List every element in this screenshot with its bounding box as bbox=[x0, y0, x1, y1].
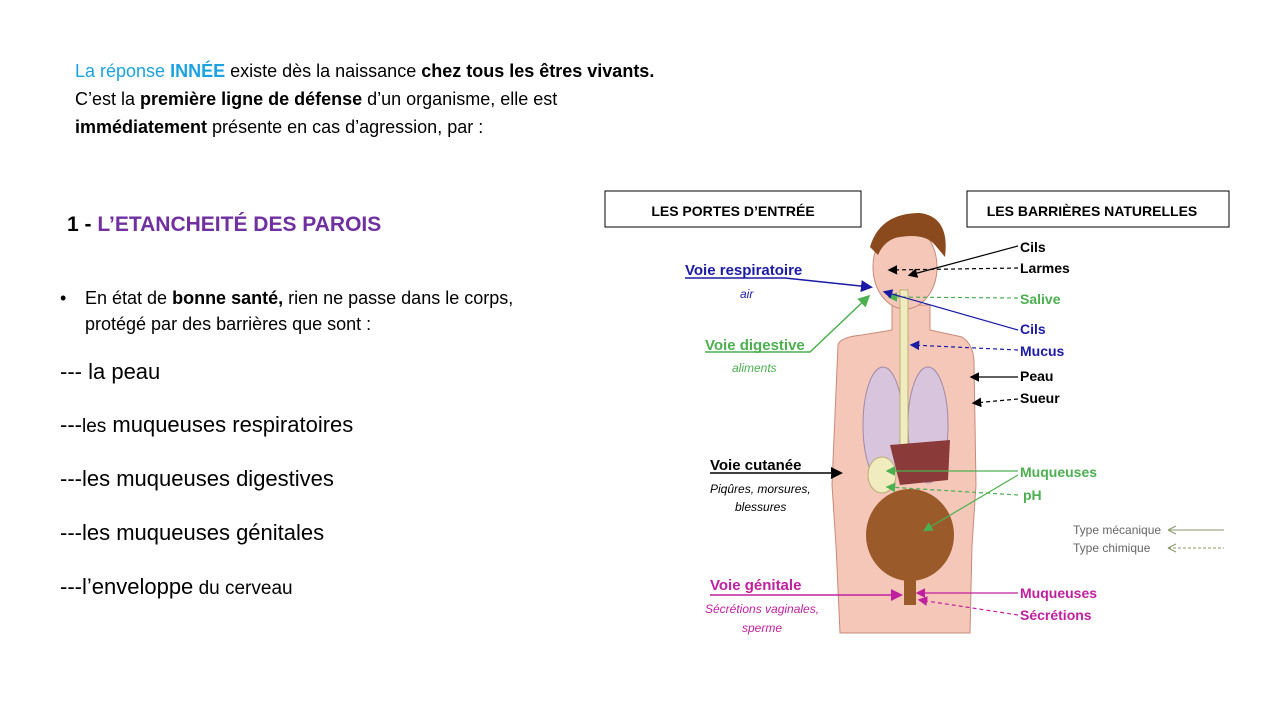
legend-mecanique: Type mécanique bbox=[1073, 523, 1162, 537]
item-text: la peau bbox=[81, 359, 161, 384]
intro-l1-a: La réponse bbox=[75, 61, 171, 81]
label-air: air bbox=[740, 287, 754, 301]
label-voie-cutanee: Voie cutanée bbox=[710, 457, 802, 474]
intro-l3-b: présente en cas d’agression, par : bbox=[207, 117, 484, 137]
bullet-b: bonne santé, bbox=[172, 288, 284, 308]
intro-l2-b: première ligne de défense bbox=[140, 89, 363, 109]
label-secretions: Sécrétions bbox=[1020, 607, 1092, 623]
list-item-cerveau bbox=[60, 574, 293, 600]
item-tail: du cerveau bbox=[193, 578, 293, 599]
intro-line-1 bbox=[75, 57, 775, 85]
intro-l2-c: d’un organisme, elle est bbox=[362, 89, 558, 109]
list-item-digestives bbox=[60, 466, 334, 492]
list-item-respiratoires bbox=[60, 412, 353, 438]
list-item-genitales bbox=[60, 520, 324, 546]
label-mucus: Mucus bbox=[1020, 343, 1065, 359]
header-left: LES PORTES D’ENTRÉE bbox=[651, 203, 815, 219]
label-secretions-vaginales: Sécrétions vaginales, bbox=[705, 602, 820, 616]
label-muqueuses-1: Muqueuses bbox=[1020, 464, 1098, 480]
label-blessures: blessures bbox=[735, 500, 787, 514]
header-right: LES BARRIÈRES NATURELLES bbox=[986, 203, 1198, 219]
intro-line-3 bbox=[75, 113, 775, 141]
item-text: les muqueuses digestives bbox=[81, 466, 334, 491]
item-text: muqueuses respiratoires bbox=[106, 412, 354, 437]
item-text: les muqueuses génitales bbox=[81, 520, 325, 545]
bullet-c: rien ne passe dans le corps, protégé par des barrières que sont : bbox=[85, 288, 514, 334]
human-body-illustration bbox=[832, 213, 976, 633]
section-number: 1 - bbox=[67, 213, 98, 236]
label-sperme: sperme bbox=[742, 621, 783, 635]
label-muqueuses-2: Muqueuses bbox=[1020, 585, 1098, 601]
label-voie-digestive: Voie digestive bbox=[705, 337, 805, 354]
bullet-a: En état de bbox=[85, 288, 173, 308]
bullet-text bbox=[85, 285, 540, 337]
intro-text bbox=[75, 57, 775, 141]
label-cils-2: Cils bbox=[1020, 321, 1046, 337]
section-title-text: L’ETANCHEITÉ DES PAROIS bbox=[97, 213, 382, 236]
section-title bbox=[67, 213, 381, 237]
item-dash: --- bbox=[60, 412, 82, 437]
bullet-paragraph bbox=[60, 285, 540, 337]
intro-l1-d: chez tous les êtres vivants. bbox=[421, 61, 655, 81]
body-diagram bbox=[600, 185, 1230, 655]
intro-l3-a: immédiatement bbox=[75, 117, 208, 137]
label-voie-genitale: Voie génitale bbox=[710, 577, 802, 594]
label-peau: Peau bbox=[1020, 368, 1054, 384]
intro-l2-a: C’est la bbox=[75, 89, 141, 109]
item-dash: --- bbox=[60, 574, 82, 599]
intro-line-2 bbox=[75, 85, 775, 113]
label-cils-1: Cils bbox=[1020, 239, 1046, 255]
item-small: les bbox=[81, 416, 107, 437]
list-item-peau bbox=[60, 359, 160, 385]
arrow-sueur bbox=[974, 399, 1018, 403]
arrow-resp bbox=[685, 278, 870, 287]
intro-l1-b: INNÉE bbox=[170, 61, 226, 81]
item-dash: --- bbox=[60, 359, 82, 384]
label-piqures: Piqûres, morsures, bbox=[710, 482, 811, 496]
intro-l1-c: existe dès la naissance bbox=[225, 61, 422, 81]
legend-chimique: Type chimique bbox=[1073, 541, 1151, 555]
label-sueur: Sueur bbox=[1020, 390, 1060, 406]
bullet-mark: • bbox=[60, 288, 67, 308]
label-larmes: Larmes bbox=[1020, 260, 1070, 276]
label-salive: Salive bbox=[1020, 291, 1061, 307]
label-aliments: aliments bbox=[732, 361, 777, 375]
item-text: l’enveloppe bbox=[81, 574, 194, 599]
label-ph: pH bbox=[1023, 487, 1042, 503]
label-voie-respiratoire: Voie respiratoire bbox=[685, 262, 803, 279]
item-dash: --- bbox=[60, 520, 82, 545]
item-dash: --- bbox=[60, 466, 82, 491]
